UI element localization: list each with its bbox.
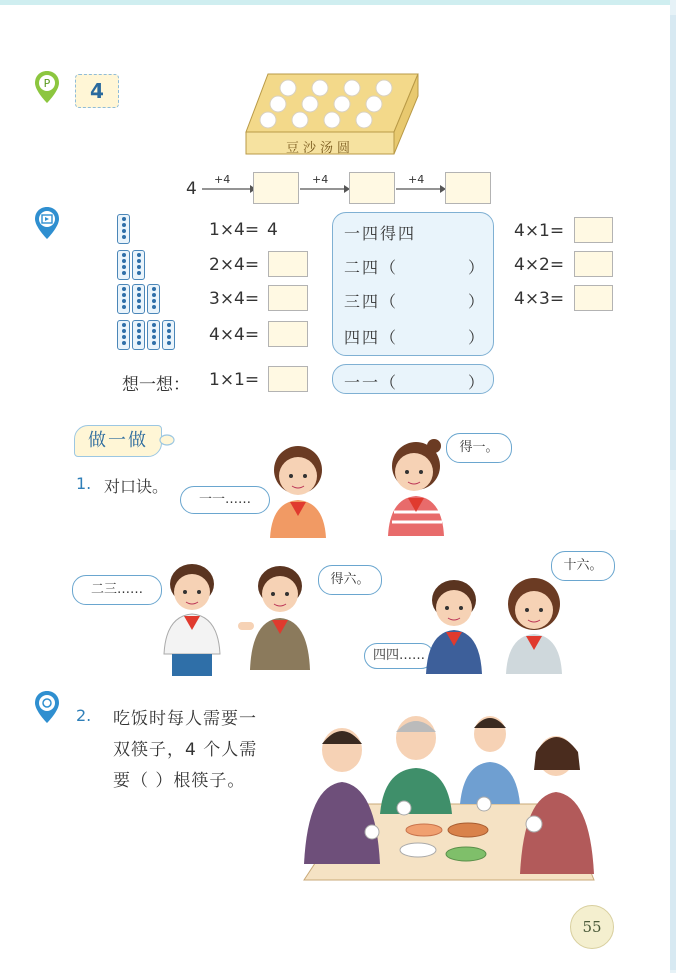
speech-bubble: 十六。 xyxy=(551,551,615,581)
section-title: 做一做 xyxy=(74,425,162,457)
koujue-close: ） xyxy=(468,292,485,311)
answer-box[interactable] xyxy=(574,217,613,243)
box-label: 豆沙汤圆 xyxy=(285,141,354,156)
koujue-close: ） xyxy=(468,258,485,277)
koujue-think: 一一（ xyxy=(344,373,399,392)
equation-3x4: 3×4= xyxy=(209,289,260,309)
speech-bubble: 得一。 xyxy=(446,433,512,463)
answer-box[interactable] xyxy=(574,251,613,277)
speech-bubble: 四四…… xyxy=(364,643,434,669)
bubble-tail-icon xyxy=(158,433,176,447)
question-1-text: 对口诀。 xyxy=(104,477,169,496)
equation-1x4: 1×4= xyxy=(209,220,260,240)
question-1-number: 1. xyxy=(76,474,92,493)
question-2-line: 双筷子，4 个人需 xyxy=(113,740,258,760)
family-dinner-illustration xyxy=(294,704,610,884)
step-label: +4 xyxy=(408,173,425,186)
girl-illustration xyxy=(256,440,340,538)
svg-text:P: P xyxy=(43,77,51,90)
answer-box[interactable] xyxy=(253,172,299,204)
girl-illustration xyxy=(498,574,572,674)
boy-illustration xyxy=(236,560,322,680)
answer-box[interactable] xyxy=(349,172,395,204)
answer-box[interactable] xyxy=(268,366,308,392)
sequence-start: 4 xyxy=(186,179,197,199)
step-label: +4 xyxy=(312,173,329,186)
equation-1x4-answer: 4 xyxy=(267,220,278,240)
answer-box[interactable] xyxy=(445,172,491,204)
question-2-line: 要（ ）根筷子。 xyxy=(113,771,246,791)
koujue-line-3: 三四（ xyxy=(344,292,399,311)
girl-illustration xyxy=(380,436,450,536)
koujue-close: ） xyxy=(468,328,485,347)
step-label: +4 xyxy=(214,173,231,186)
video-pin-icon xyxy=(34,206,60,240)
answer-box[interactable] xyxy=(268,251,308,277)
question-2-line: 吃饭时每人需要一 xyxy=(113,709,257,729)
example-number: 4 xyxy=(75,74,119,108)
speech-bubble: 一一…… xyxy=(180,486,270,514)
top-border xyxy=(0,0,676,5)
green-pin-icon xyxy=(34,70,60,104)
answer-box[interactable] xyxy=(268,285,308,311)
boy-illustration xyxy=(420,574,490,674)
equation-4x3: 4×3= xyxy=(514,289,565,309)
equation-4x1: 4×1= xyxy=(514,221,565,241)
answer-box[interactable] xyxy=(268,321,308,347)
page-number: 55 xyxy=(570,905,614,949)
speech-bubble: 二三…… xyxy=(72,575,162,605)
equation-4x4: 4×4= xyxy=(209,325,260,345)
answer-box[interactable] xyxy=(574,285,613,311)
equation-2x4: 2×4= xyxy=(209,255,260,275)
koujue-line-1: 一四得四 xyxy=(344,224,417,243)
koujue-close: ） xyxy=(468,373,485,392)
think-label: 想一想： xyxy=(122,375,190,395)
koujue-line-2: 二四（ xyxy=(344,258,399,277)
equation-1x1: 1×1= xyxy=(209,370,260,390)
right-page-edge xyxy=(670,0,676,973)
question-pin-icon xyxy=(34,690,60,724)
speech-bubble: 得六。 xyxy=(318,565,382,595)
question-2-text xyxy=(113,704,257,797)
koujue-line-4: 四四（ xyxy=(344,328,399,347)
boy-illustration xyxy=(156,558,226,678)
question-2-number: 2. xyxy=(76,706,92,725)
equation-4x2: 4×2= xyxy=(514,255,565,275)
